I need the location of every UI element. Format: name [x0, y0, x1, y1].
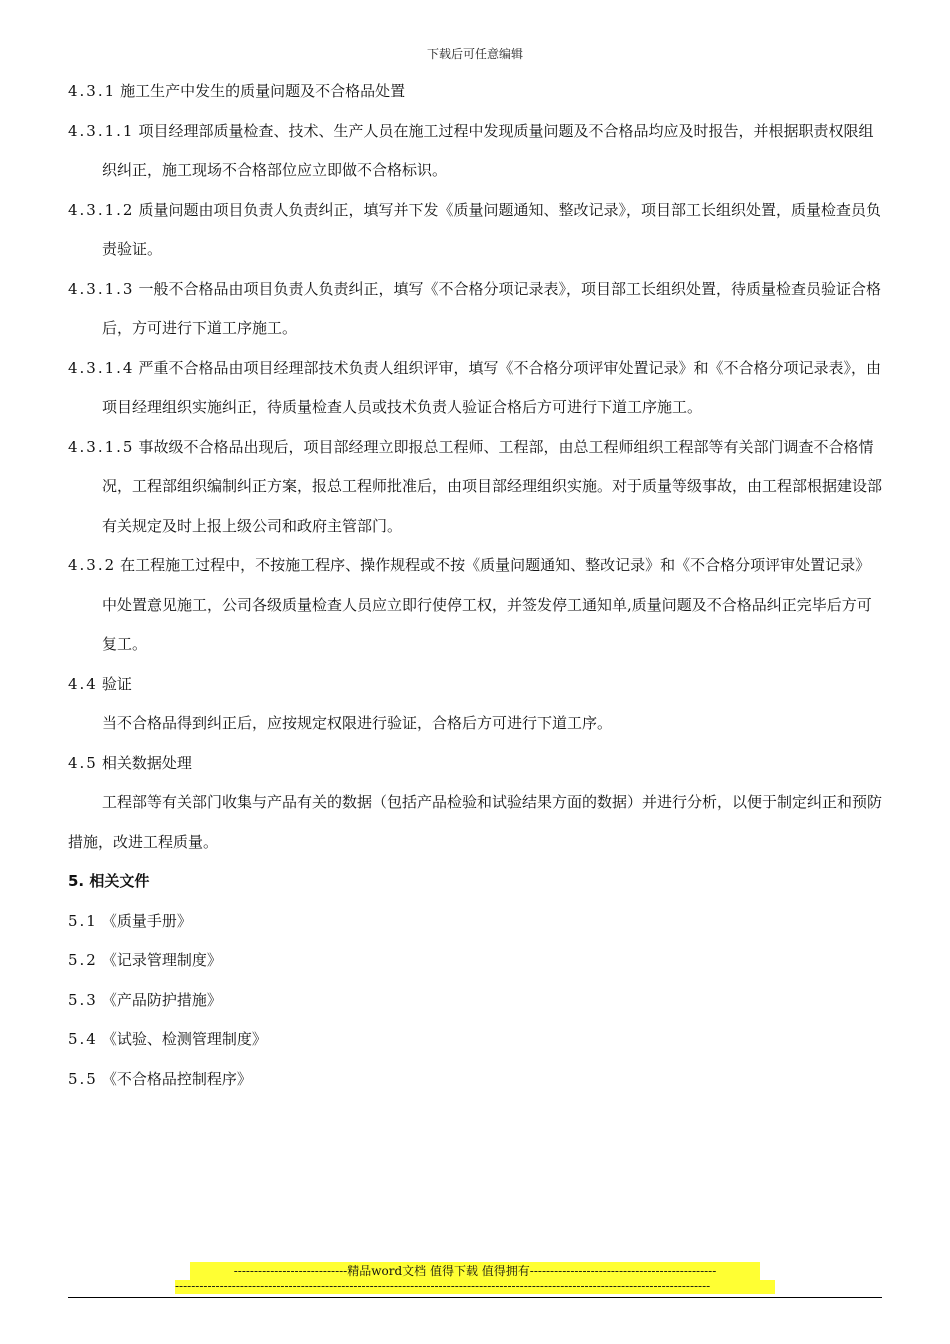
doc-title: 《记录管理制度》 — [101, 951, 222, 969]
section-4-5 — [68, 744, 882, 784]
section-number: 4.5 — [68, 753, 98, 772]
related-doc-5-3 — [68, 981, 882, 1021]
clause-text: 严重不合格品由项目经理部技术负责人组织评审，填写《不合格分项评审处置记录》和《不合格分项记录表》，由项目经理组织实施纠正，待质量检查人员或技术负责人验证合格后方可进行下道工序施工。 — [102, 358, 881, 416]
clause-4-3-1-4 — [68, 349, 882, 428]
related-doc-5-2 — [68, 941, 882, 981]
related-doc-5-5 — [68, 1060, 882, 1100]
clause-text: 在工程施工过程中，不按施工程序、操作规程或不按《质量问题通知、整改记录》和《不合格分项评审处置记录》中处置意见施工，公司各级质量检查人员应立即行使停工权，并签发停工通知单,质量问题及不合格品纠正完毕后方可复工。 — [102, 556, 872, 653]
clause-number: 4.3.1.1 — [68, 121, 135, 140]
related-doc-5-4 — [68, 1020, 882, 1060]
clause-text: 一般不合格品由项目负责人负责纠正，填写《不合格分项记录表》，项目部工长组织处置，待质量检查员验证合格后，方可进行下道工序施工。 — [102, 279, 881, 337]
doc-title: 《不合格品控制程序》 — [101, 1069, 252, 1088]
page-header: 下载后可任意编辑 — [426, 47, 523, 61]
section-4-3-1 — [68, 72, 882, 112]
clause-4-3-1-3 — [68, 270, 882, 349]
doc-number: 5.3 — [68, 990, 98, 1009]
clause-4-3-1-1 — [68, 112, 882, 191]
clause-number: 4.3.1.4 — [68, 358, 135, 377]
clause-number: 4.3.1.5 — [68, 437, 135, 456]
section-heading: 验证 — [101, 674, 132, 693]
clause-4-3-2 — [68, 546, 882, 665]
verification-text: 当不合格品得到纠正后，应按规定权限进行验证，合格后方可进行下道工序。 — [102, 714, 613, 732]
section-number: 4.4 — [68, 674, 98, 693]
doc-number: 5.1 — [68, 911, 98, 930]
clause-number: 4.3.1.3 — [68, 279, 135, 298]
clause-text: 事故级不合格品出现后，项目部经理立即报总工程师、工程部，由总工程师组织工程部等有关部门调查不合格情况，工程部组织编制纠正方案，报总工程师批准后，由项目部经理组织实施。对于质量等级事故，由工程部根据建设部有关规定及时上报上级公司和政府主管部门。 — [102, 437, 883, 535]
doc-number: 5.4 — [68, 1030, 98, 1048]
document-body — [68, 72, 882, 1099]
section-text: 施工生产中发生的质量问题及不合格品处置 — [120, 82, 406, 100]
clause-text: 项目经理部质量检查、技术、生产人员在施工过程中发现质量问题及不合格品均应及时报告，并根据职责权限组织纠正，施工现场不合格部位应立即做不合格标识。 — [102, 121, 874, 179]
doc-number: 5.2 — [68, 951, 98, 969]
footer-banner: ----------------------------精品word文档 值得下载 值得拥有---------------------------------------------- — [190, 1262, 760, 1280]
footer-rule — [68, 1297, 882, 1298]
related-docs-heading: 5. 相关文件 — [68, 872, 150, 890]
doc-number: 5.5 — [68, 1069, 98, 1088]
clause-text: 质量问题由项目负责人负责纠正，填写并下发《质量问题通知、整改记录》，项目部工长组织处置，质量检查员负责验证。 — [102, 200, 881, 258]
footer-dashes: ------------------------------------------------------------------------------------------------------------------------------------ — [175, 1280, 775, 1294]
doc-title: 《产品防护措施》 — [101, 990, 222, 1009]
clause-number: 4.3.2 — [68, 556, 117, 574]
doc-title: 《质量手册》 — [101, 911, 192, 930]
section-heading: 相关数据处理 — [101, 753, 192, 772]
clause-4-3-1-5 — [68, 428, 882, 547]
section-4-4 — [68, 665, 882, 705]
doc-title: 《试验、检测管理制度》 — [101, 1030, 267, 1048]
section-number: 4.3.1 — [68, 82, 117, 100]
clause-4-3-1-2 — [68, 191, 882, 270]
related-doc-5-1 — [68, 902, 882, 942]
clause-number: 4.3.1.2 — [68, 200, 135, 219]
data-processing-text: 工程部等有关部门收集与产品有关的数据（包括产品检验和试验结果方面的数据）并进行分析，以便于制定纠正和预防措施，改进工程质量。 — [68, 793, 883, 851]
